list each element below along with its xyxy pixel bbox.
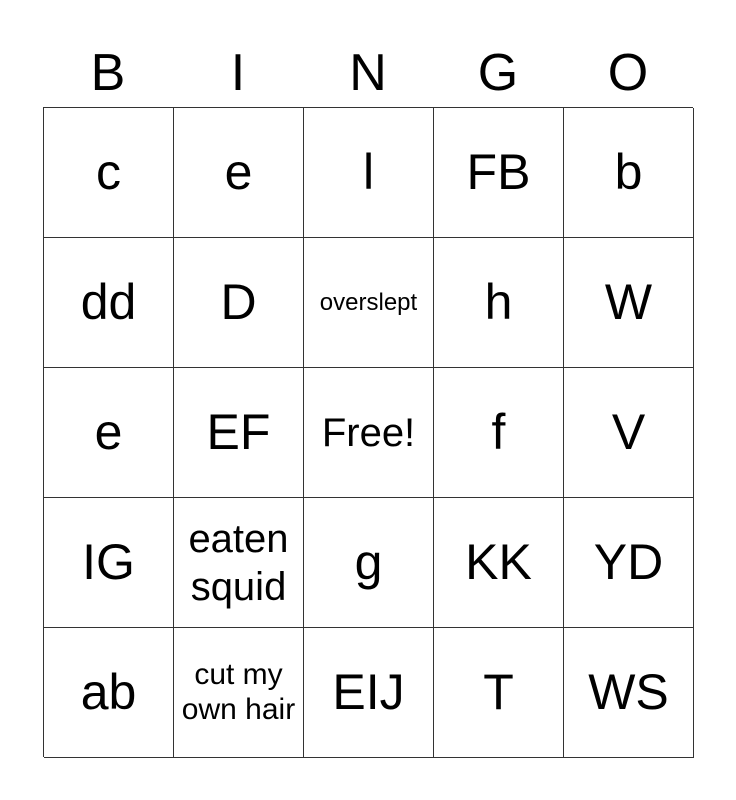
header-letter-b: B [90, 44, 126, 102]
cell-text: eaten squid [188, 516, 289, 609]
cell-text: IG [82, 533, 135, 590]
bingo-cell[interactable] [434, 498, 564, 628]
bingo-cell[interactable] [304, 108, 434, 238]
cell-text: V [611, 403, 646, 460]
cell-text: EIJ [332, 663, 405, 720]
cell-text: cut my own hair [181, 658, 296, 726]
bingo-grid [43, 107, 693, 757]
cell-text: D [220, 273, 257, 330]
cell-text: e [94, 403, 123, 460]
bingo-cell[interactable] [44, 628, 174, 758]
free-space-text: Free! [321, 410, 416, 455]
header-letter-g: G [477, 44, 519, 102]
bingo-cell[interactable] [304, 238, 434, 368]
cell-text: b [614, 143, 643, 200]
cell-text: T [483, 663, 514, 720]
cell-text: e [224, 143, 253, 200]
bingo-cell[interactable] [564, 368, 694, 498]
cell-text: FB [466, 143, 531, 200]
bingo-cell[interactable] [304, 628, 434, 758]
cell-text: EF [206, 403, 271, 460]
cell-text: h [484, 273, 513, 330]
cell-text: KK [465, 533, 532, 590]
bingo-cell[interactable] [564, 108, 694, 238]
bingo-cell[interactable] [174, 238, 304, 368]
bingo-cell[interactable] [44, 498, 174, 628]
bingo-cell[interactable] [564, 628, 694, 758]
bingo-cell[interactable] [174, 108, 304, 238]
header-letter-i: I [230, 44, 246, 102]
cell-text: c [96, 143, 121, 200]
bingo-cell[interactable] [44, 368, 174, 498]
cell-text: ab [80, 663, 137, 720]
bingo-cell[interactable] [44, 238, 174, 368]
bingo-cell[interactable] [174, 368, 304, 498]
bingo-header [43, 40, 693, 106]
bingo-cell[interactable] [434, 368, 564, 498]
bingo-cell[interactable] [434, 238, 564, 368]
bingo-cell[interactable] [44, 108, 174, 238]
cell-text: W [604, 273, 653, 330]
bingo-cell[interactable] [434, 628, 564, 758]
bingo-cell[interactable] [174, 498, 304, 628]
cell-text: overslept [319, 288, 418, 316]
bingo-cell[interactable] [304, 498, 434, 628]
header-letter-o: O [607, 44, 649, 102]
bingo-cell[interactable] [564, 238, 694, 368]
cell-text: g [354, 533, 383, 590]
bingo-cell[interactable] [174, 628, 304, 758]
cell-text: l [362, 143, 375, 200]
cell-text: dd [80, 273, 137, 330]
cell-text: f [491, 403, 506, 460]
header-letter-n: N [349, 44, 387, 102]
cell-text: WS [588, 663, 669, 720]
cell-text: YD [593, 533, 664, 590]
free-space-cell[interactable] [304, 368, 434, 498]
bingo-cell[interactable] [564, 498, 694, 628]
bingo-cell[interactable] [434, 108, 564, 238]
